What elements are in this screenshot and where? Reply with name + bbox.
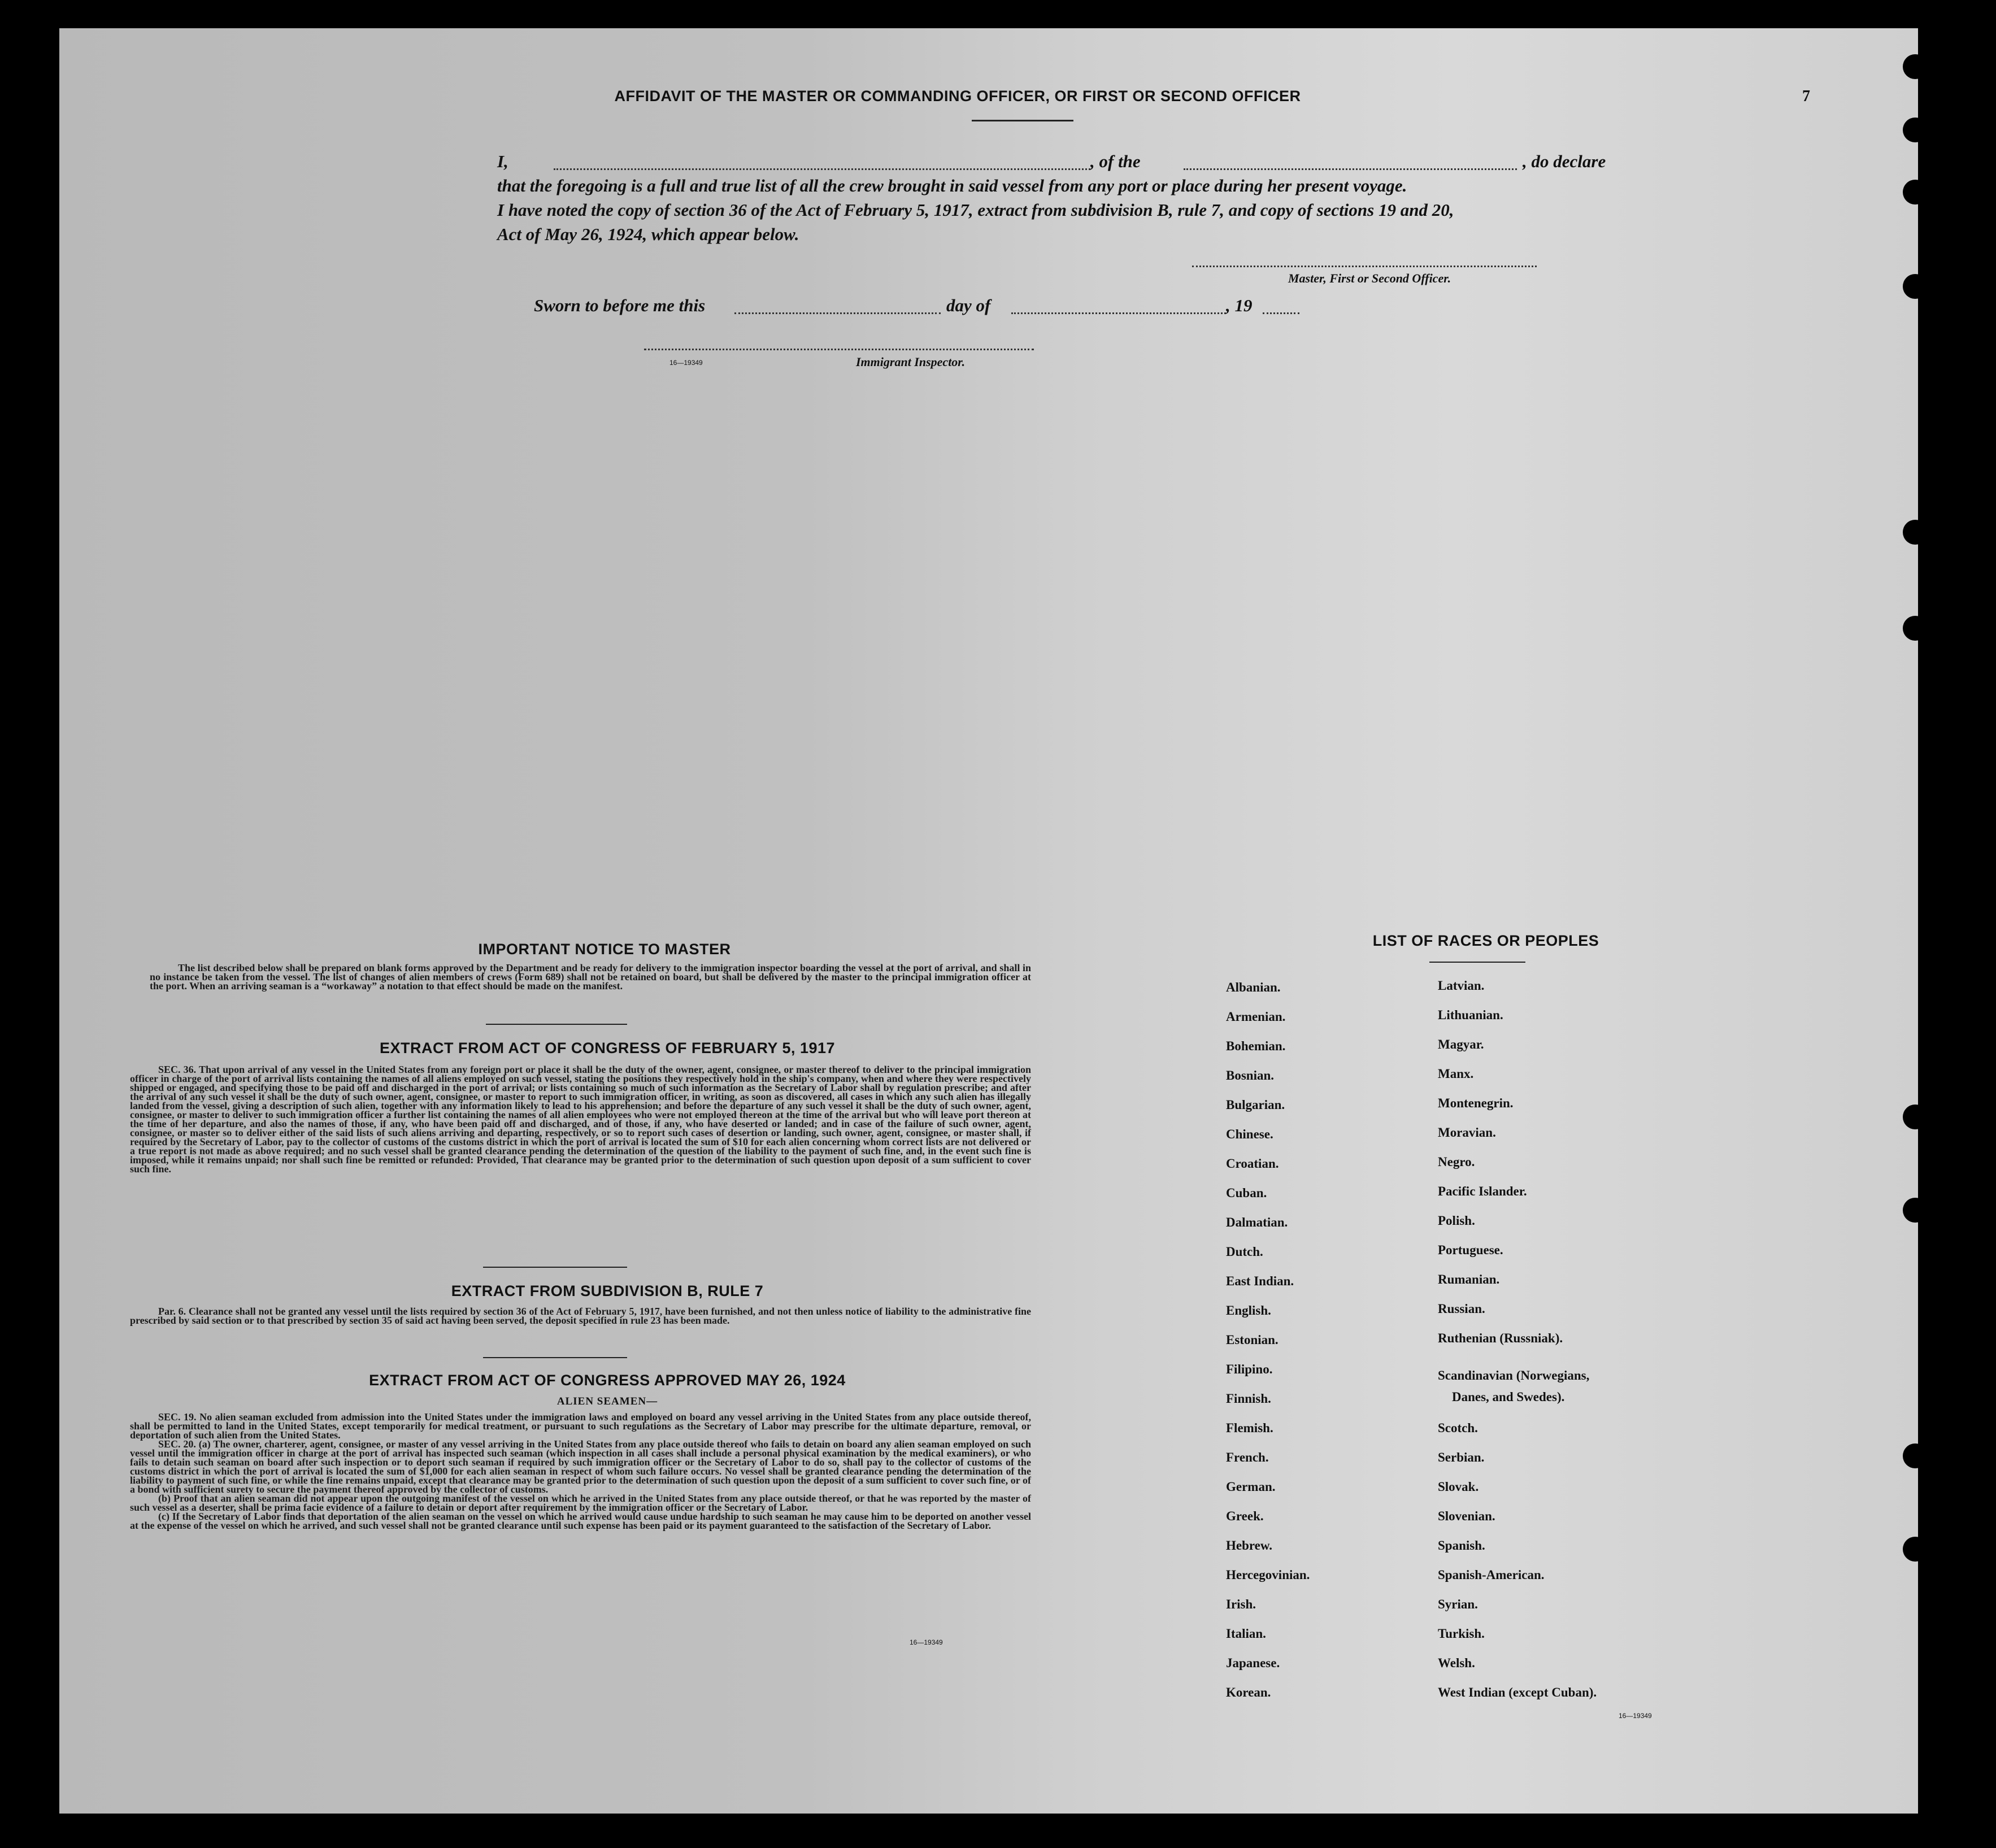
race-item: Bulgarian.	[1226, 1098, 1285, 1112]
signature-label: Master, First or Second Officer.	[1288, 271, 1451, 285]
race-item: Armenian.	[1226, 1010, 1286, 1024]
race-item: Greek.	[1226, 1509, 1264, 1523]
race-item: Magyar.	[1438, 1037, 1484, 1051]
sec19-text: SEC. 19. No alien seaman excluded from admission into the United States under the immigration laws and employed on board any vessel arriving in the United States from any place outside thereof, shall be permitted to land in the United States, except temporarily for medical treatment, or pursuant to such regulations as the Secretary of Labor may prescribe for the ultimate departure, removal, or deportation of such alien from the United States.	[130, 1411, 1031, 1441]
sworn-c: , 19	[1226, 295, 1253, 315]
margin-mark: 7	[1802, 88, 1810, 105]
race-item: Cuban.	[1226, 1186, 1267, 1200]
race-item: Slovenian.	[1438, 1509, 1495, 1523]
notice-text: The list described below shall be prepared on blank forms approved by the Department and be ready for delivery to the immigration inspector boarding the vessel at the port of arrival, and shall in no instance be taken from the vessel. The list of changes of alien members of crews (Form 689) shall not be retained on board, but shall be delivered by the master to the principal immigration officer at the port. When an arriving seaman is a “workaway” a notation to that effect should be made on the manifest.	[150, 962, 1031, 992]
race-item: Pacific Islander.	[1438, 1184, 1527, 1198]
race-item: Portuguese.	[1438, 1243, 1503, 1257]
race-item: Scotch.	[1438, 1421, 1478, 1435]
inspector-label: Immigrant Inspector.	[856, 355, 966, 369]
race-item: Slovak.	[1438, 1480, 1479, 1494]
race-item: Spanish-American.	[1438, 1568, 1545, 1582]
race-item: Manx.	[1438, 1067, 1474, 1081]
races-title: LIST OF RACES OR PEOPLES	[1372, 932, 1599, 949]
race-item: Korean.	[1226, 1685, 1271, 1699]
inspector-blank[interactable]	[644, 349, 1034, 350]
race-item: Scandinavian (Norwegians,	[1438, 1368, 1590, 1382]
affidavit-line4: Act of May 26, 1924, which appear below.	[497, 224, 799, 244]
race-item: Irish.	[1226, 1597, 1256, 1611]
binder-hole	[1903, 54, 1928, 79]
extract-1924-body	[130, 1412, 1031, 1530]
race-item: Moravian.	[1438, 1125, 1496, 1140]
sworn-year-blank[interactable]	[1263, 312, 1299, 314]
binder-hole	[1903, 118, 1928, 142]
binder-hole	[1903, 1443, 1928, 1468]
race-item: Syrian.	[1438, 1597, 1478, 1611]
race-item: Estonian.	[1226, 1333, 1279, 1347]
race-item: West Indian (except Cuban).	[1438, 1685, 1597, 1699]
race-item: Dutch.	[1226, 1245, 1263, 1259]
form-number-affidavit: 16—19349	[669, 359, 703, 367]
binder-hole	[1903, 180, 1928, 205]
form-number-races: 16—19349	[1619, 1712, 1652, 1720]
race-item: Chinese.	[1226, 1127, 1273, 1141]
race-item: East Indian.	[1226, 1274, 1294, 1288]
binder-hole	[1903, 520, 1928, 545]
title-rule	[972, 120, 1073, 121]
sec20c-text: (c) If the Secretary of Labor finds that deportation of the alien seaman on the vessel on which he arrived would cause undue hardship to such seaman he may cause him to be deported on another vessel at the expense of the vessel on which he arrived, and such vessel shall not be granted clearance until such expense has been paid or its payment guaranteed to the satisfaction of the Secretary of Labor.	[130, 1511, 1031, 1531]
race-item: Turkish.	[1438, 1627, 1485, 1641]
race-item: Negro.	[1438, 1155, 1475, 1169]
binder-hole	[1903, 616, 1928, 641]
race-item: Bohemian.	[1226, 1039, 1286, 1053]
affidavit-line3: I have noted the copy of section 36 of the Act of February 5, 1917, extract from subdivision B, rule 7, and copy of sections 19 and 20,	[497, 200, 1454, 220]
sworn-b: day of	[946, 295, 991, 315]
races-rule	[1429, 962, 1525, 963]
race-item: Ruthenian (Russniak).	[1438, 1331, 1563, 1345]
race-item: Finnish.	[1226, 1392, 1271, 1406]
race-item: Bosnian.	[1226, 1068, 1275, 1082]
extract-rule7-text: Par. 6. Clearance shall not be granted any vessel until the lists required by section 36 of the Act of February 5, 1917, have been furnished, and not then unless notice of liability to the administrative fine prescribed by said section or to that prescribed by section 35 of said act having been served, the deposit specified in rule 23 has been made.	[130, 1306, 1031, 1326]
affidavit-line1-a: I,	[497, 151, 508, 171]
race-item: German.	[1226, 1480, 1276, 1494]
position-blank[interactable]	[1184, 168, 1517, 170]
race-item: Albanian.	[1226, 980, 1281, 994]
extract-rule7-title: EXTRACT FROM SUBDIVISION B, RULE 7	[451, 1282, 764, 1299]
extract-1917-rule	[483, 1267, 627, 1268]
extract-1924-title: EXTRACT FROM ACT OF CONGRESS APPROVED MAY 26, 1924	[369, 1372, 846, 1389]
race-item: Polish.	[1438, 1214, 1475, 1228]
race-item: Japanese.	[1226, 1656, 1280, 1670]
race-item: Montenegrin.	[1438, 1096, 1514, 1110]
race-item: Serbian.	[1438, 1450, 1485, 1464]
race-item: Rumanian.	[1438, 1272, 1500, 1286]
binder-hole	[1903, 1105, 1928, 1129]
binder-hole	[1903, 1198, 1928, 1223]
binder-hole	[1903, 274, 1928, 299]
affidavit-line1-b: , of the	[1090, 151, 1141, 171]
race-scandinavian-cont: Danes, and Swedes).	[1452, 1390, 1565, 1404]
race-item: Hebrew.	[1226, 1538, 1272, 1553]
race-item: Russian.	[1438, 1302, 1485, 1316]
affidavit-line1-c: , do declare	[1523, 151, 1606, 171]
extract-1917-text: SEC. 36. That upon arrival of any vessel in the United States from any foreign port or place it shall be the duty of the owner, agent, consignee, or master thereof to deliver to the principal immigration officer in charge of the port of arrival lists containing the names of all aliens employed on such vessel, stating the positions they respectively hold in the ship's company, when and where they were respectively shipped or engaged, and specifying those to be paid off and discharged in the port of arrival; or lists containing so much of such information as the Secretary of Labor shall by regulation prescribe; and after the arrival of any such vessel it shall be the duty of such owner, agent, consignee, or master to report to such immigration officer, in writing, as soon as discovered, all cases in which any such alien has illegally landed from the vessel, giving a description of such alien, together with any information likely to lead to his apprehension; and before the departure of any such vessel it shall be the duty of such owner, agent, consignee, or master to deliver to such immigration officer a further list containing the names of all alien employees who were not employed thereon at the time of the arrival but who will leave port thereon at the time of her departure, and also the names of those, if any, who have been paid off and discharged, and of those, if any, who have deserted or landed; and in case of the failure of such owner, agent, consignee, or master so to deliver either of the said lists of such aliens arriving and departing, respectively, or so to report such cases of desertion or landing, such owner, agent, consignee, or master shall, if required by the Secretary of Labor, pay to the collector of customs of the customs district in which the port of arrival is located the sum of $10 for each alien concerning whom correct lists are not delivered or a true report is not made as above required; and no such vessel shall be granted clearance pending the determination of the question of the liability to the payment of such fine, and, in the event such fine is imposed, while it remains unpaid; nor shall such fine be remitted or refunded: Provided, That clearance may be granted prior to the determination of such question upon deposit of a sum sufficient to cover such fine.	[130, 1064, 1031, 1175]
race-item: Dalmatian.	[1226, 1215, 1288, 1229]
notice-title: IMPORTANT NOTICE TO MASTER	[478, 941, 731, 958]
signature-blank[interactable]	[1192, 266, 1537, 267]
name-blank[interactable]	[554, 168, 1090, 170]
race-item: French.	[1226, 1450, 1269, 1464]
affidavit-line2: that the foregoing is a full and true list of all the crew brought in said vessel from any port or place during her present voyage.	[497, 176, 1407, 195]
race-item: Italian.	[1226, 1627, 1266, 1641]
binder-hole	[1903, 1537, 1928, 1562]
affidavit-title: AFFIDAVIT OF THE MASTER OR COMMANDING OFFICER, OR FIRST OR SECOND OFFICER	[614, 88, 1301, 105]
race-item: Lithuanian.	[1438, 1008, 1503, 1022]
race-item: Latvian.	[1438, 979, 1485, 993]
race-item: Croatian.	[1226, 1156, 1279, 1171]
extract-1924-subtitle: ALIEN SEAMEN—	[556, 1395, 658, 1407]
race-item: Welsh.	[1438, 1656, 1475, 1670]
race-item: Filipino.	[1226, 1362, 1273, 1376]
notice-rule	[486, 1024, 627, 1025]
race-item: Flemish.	[1226, 1421, 1273, 1435]
race-item: Hercegovinian.	[1226, 1568, 1310, 1582]
sworn-month-blank[interactable]	[1011, 312, 1226, 314]
race-item: English.	[1226, 1303, 1271, 1317]
sec20a-text: SEC. 20. (a) The owner, charterer, agent, consignee, or master of any vessel arriving in the United States from any place outside thereof who fails to detain on board any alien seaman employed on such vessel until the immigration officer in charge at the port of arrival has inspected such seaman (which inspection in all cases shall include a personal physical examination by the medical examiners), or who fails to detain such seaman on board after such inspection or to deport such seaman if required by such immigration officer or the Secretary of Labor to do so, shall pay to the collector of customs of the customs district in which the port of arrival is located the sum of $1,000 for each alien seaman in respect of whom such failure occurs. No vessel shall be granted clearance pending the determination of the liability to payment of such fine, or while the fine remains unpaid, except that clearance may be granted prior to the determination of such question upon the deposit of a sum sufficient to cover such fine, or of a bond with sufficient surety to secure the payment thereof approved by the collector of customs.	[130, 1438, 1031, 1495]
sec20b-text: (b) Proof that an alien seaman did not appear upon the outgoing manifest of the vessel on which he arrived in the United States from any place outside thereof, or that he was reported by the master of such vessel as a deserter, shall be prima facie evidence of a failure to detain or deport after requirement by the immigration officer or the Secretary of Labor.	[130, 1493, 1031, 1513]
extract-1917-title: EXTRACT FROM ACT OF CONGRESS OF FEBRUARY 5, 1917	[379, 1040, 836, 1056]
sworn-a: Sworn to before me this	[534, 295, 706, 315]
race-item: Spanish.	[1438, 1538, 1485, 1553]
extract-rule7-rule	[483, 1357, 627, 1358]
form-number-extract: 16—19349	[910, 1638, 943, 1646]
form-page	[59, 28, 1918, 1814]
sworn-day-blank[interactable]	[734, 312, 941, 314]
